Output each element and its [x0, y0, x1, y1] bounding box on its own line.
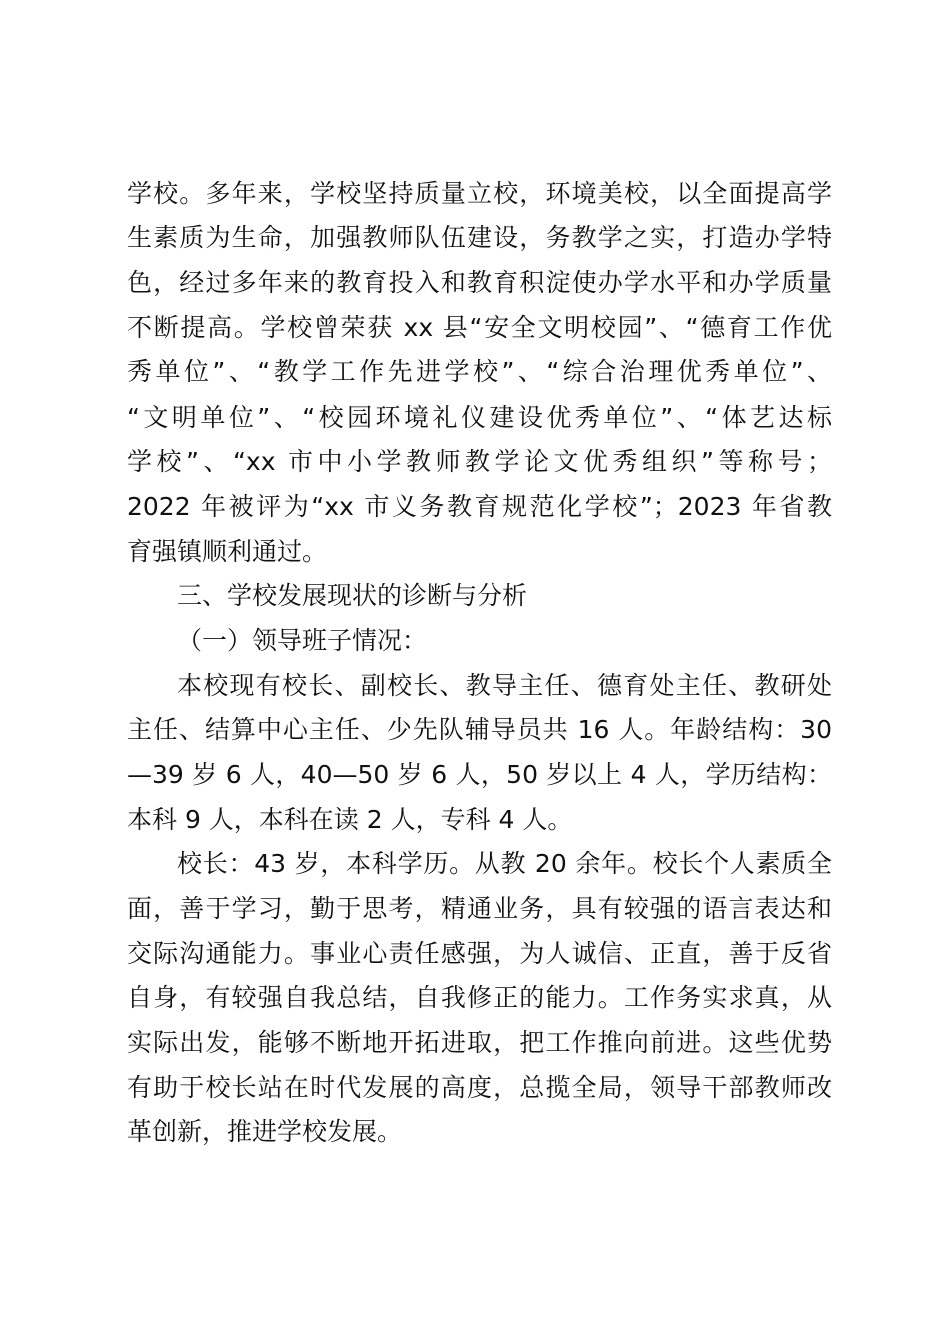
body-line-14: —39 岁 6 人，40—50 岁 6 人，50 岁以上 4 人，学历结构： — [127, 760, 832, 789]
body-line-4: 不断提高。学校曾荣获 xx 县“安全文明校园”、“德育工作优 — [127, 313, 832, 342]
body-line-16: 校长：43 岁，本科学历。从教 20 余年。校长个人素质全 — [177, 849, 832, 878]
body-line-21: 有助于校长站在时代发展的高度，总揽全局，领导干部教师改 — [127, 1073, 832, 1102]
body-line-2: 生素质为生命，加强教师队伍建设，务教学之实，打造办学特 — [127, 223, 832, 252]
body-line-17: 面，善于学习，勤于思考，精通业务，具有较强的语言表达和 — [127, 894, 832, 923]
body-line-9: 育强镇顺利通过。 — [127, 537, 328, 566]
body-line-19: 自身，有较强自我总结，自我修正的能力。工作务实求真，从 — [127, 983, 832, 1012]
body-line-20: 实际出发，能够不断地开拓进取，把工作推向前进。这些优势 — [127, 1028, 832, 1057]
body-line-6: “文明单位”、“校园环境礼仪建设优秀单位”、“体艺达标 — [127, 403, 832, 432]
body-line-13: 主任、结算中心主任、少先队辅导员共 16 人。年龄结构：30 — [127, 715, 832, 744]
body-line-18: 交际沟通能力。事业心责任感强，为人诚信、正直，善于反省 — [127, 939, 832, 968]
subsection-heading: （一）领导班子情况： — [177, 626, 428, 655]
body-line-7: 学校”、“xx 市中小学教师教学论文优秀组织”等称号； — [127, 447, 832, 476]
body-line-15: 本科 9 人，本科在读 2 人，专科 4 人。 — [127, 805, 573, 834]
body-line-22: 革创新，推进学校发展。 — [127, 1117, 403, 1146]
body-line-8: 2022 年被评为“xx 市义务教育规范化学校”；2023 年省教 — [127, 492, 832, 521]
body-line-3: 色，经过多年来的教育投入和教育积淀使办学水平和办学质量 — [127, 268, 832, 297]
body-line-1: 学校。多年来，学校坚持质量立校，环境美校，以全面提高学 — [127, 179, 832, 208]
body-line-5: 秀单位”、“教学工作先进学校”、“综合治理优秀单位”、 — [127, 357, 832, 386]
body-line-12: 本校现有校长、副校长、教导主任、德育处主任、教研处 — [177, 671, 832, 700]
section-heading: 三、学校发展现状的诊断与分析 — [177, 581, 528, 610]
